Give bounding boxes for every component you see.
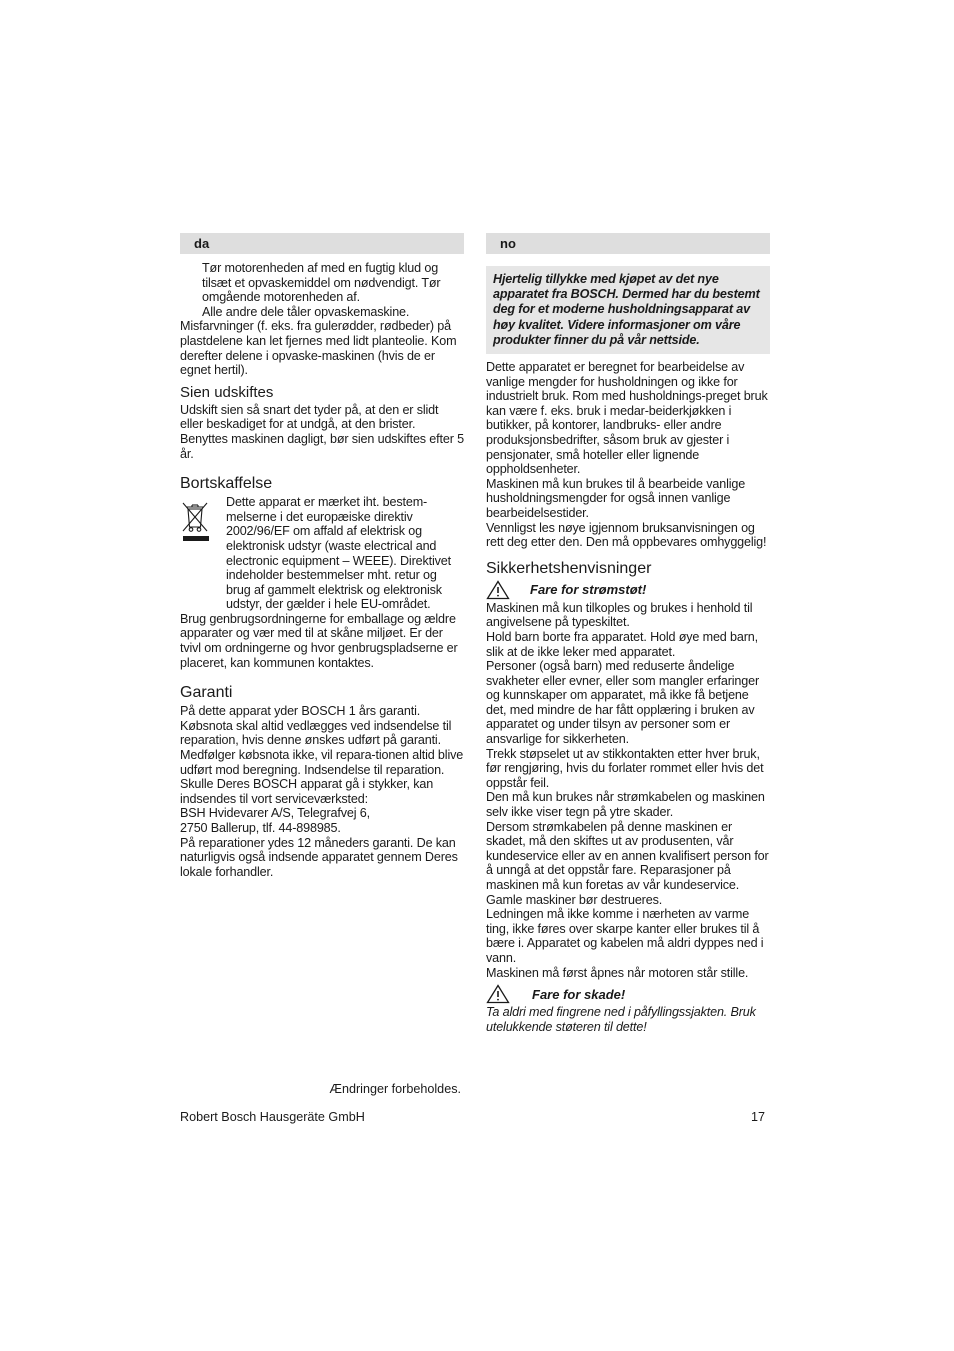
cleaning-text-2: Alle andre dele tåler opvaskemaskine. <box>202 304 410 319</box>
warning-electric-shock <box>486 580 770 600</box>
sieve-text: Udskift sien så snart det tyder på, at den er slidt eller beskadiget for at undgå, at den brister. Benyttes maskinen dagligt, bør sien udskiftes efter 5 år. <box>180 402 464 461</box>
discoloration-text: Misfarvninger (f. eks. fra gulerødder, rødbeder) på plastdelene kan let fjernes med lidt planteolie. Kom derefter delene i opvaske-maskinen (hvis de er egnet hertil). <box>180 319 457 378</box>
safety-item: Personer (også barn) med reduserte åndelige svakheter eller evner, eller som mangler erfaringer og kunnskaper om apparatet, må ikke få betjene det, med mindre de har fått opplæring i bruken av apparatet og under tilsyn av personer som er ansvarlige for sikkerheten. <box>486 659 760 747</box>
usage-text-3: Vennligst les nøye igjennom bruksanvisningen og rett deg etter den. Den må oppbevares omhyggelig! <box>486 520 767 550</box>
cleaning-text-1: Tør motorenheden af med en fugtig klud og tilsæt et opvaskemiddel om nødvendigt. Tør omgående motorenheden af. <box>202 261 441 305</box>
footer-company: Robert Bosch Hausgeräte GmbH <box>180 1110 365 1124</box>
changes-note: Ændringer forbeholdes. <box>329 1082 461 1096</box>
warning-title-electric-shock: Fare for strømstøt! <box>530 582 647 598</box>
weee-block <box>180 495 464 612</box>
recycling-text: Brug genbrugsordningerne for emballage og ældre apparater og vær med til at skåne miljøet. Er der tvivl om ordningerne og hvor genbrugspladserne er placeret, kan kommunen kontaktes. <box>180 611 458 670</box>
safety-item: Dersom strømkabelen på denne maskinen er skadet, må den skiftes ut av produsenten, vår kundeservice eller av en annen kvalifisert person for å unngå at det oppstår fare. Reparasjoner på maskinen må kun foretas av vår kundeservice. <box>486 819 769 893</box>
warning-triangle-icon <box>486 984 510 1004</box>
heading-warranty: Garanti <box>180 684 233 702</box>
column-danish <box>180 233 464 879</box>
safety-item: Ledningen må ikke komme i nærheten av varme ting, ikke føres over skarpe kanter eller brukes til å bære i. Apparatet og kabelen må aldri dyppes ned i vann. <box>486 907 764 965</box>
warranty-text-1: På dette apparat yder BOSCH 1 års garanti. Købsnota skal altid vedlægges ved indsendelse til reparation, hvis denne ønskes udført på garanti. Medfølger købsnota ikke, vil repara-tionen altid blive udført mod beregning. Indsendelse til reparation. <box>180 704 464 777</box>
intro-box <box>486 266 770 354</box>
weee-crossed-bin-icon <box>180 495 226 612</box>
safety-item: Den må kun brukes når strømkabelen og maskinen selv ikke viser tegn på ytre skader. <box>486 790 765 820</box>
safety-item: Maskinen må kun tilkoples og brukes i henhold til angivelsene på typeskiltet. <box>486 600 753 630</box>
safety-item: Gamle maskiner bør destrueres. <box>486 892 663 907</box>
warranty-address-1: BSH Hvidevarer A/S, Telegrafvej 6, <box>180 806 370 821</box>
safety-item: Trekk støpselet ut av stikkontakten etter hver bruk, før rengjøring, hvis du forlater rommet eller hvis det oppstår feil. <box>486 746 764 790</box>
warning-injury <box>486 984 770 1004</box>
heading-disposal: Bortskaffelse <box>180 475 273 493</box>
column-norwegian <box>486 233 770 1034</box>
page-number: 17 <box>750 1110 765 1124</box>
warning-injury-text: Ta aldri med fingrene ned i påfyllingssjakten. Bruk utelukkende støteren til dette! <box>486 1005 756 1034</box>
safety-item: Hold barn borte fra apparatet. Hold øye med barn, slik at de ikke leker med apparatet. <box>486 629 758 659</box>
language-label-no: no <box>486 233 770 254</box>
heading-safety: Sikkerhetshenvisninger <box>486 559 652 577</box>
intro-text: Hjertelig tillykke med kjøpet av det nye apparatet fra BOSCH. Dermed har du bestemt deg for et moderne husholdningsapparat av høy kvalitet. Videre informasjoner om våre produkter finner du på vår nettside. <box>493 272 760 347</box>
usage-text-1: Dette apparatet er beregnet for bearbeidelse av vanlige mengder for husholdningen og ikke for industrielt bruk. Rom med husholdnings-preget bruk kan være f. eks. bruk i medar-beiderkjøkken i butikker, på kontorer, landbruks- eller andre produksjonsbedrifter, såsom bruk av gjester i pensjonater, små hoteller eller lignende oppholdsenheter. <box>486 360 768 477</box>
warning-title-injury: Fare for skade! <box>532 986 626 1002</box>
weee-crossed-bin-icon-graphic <box>180 499 210 545</box>
warning-triangle-icon <box>486 580 510 600</box>
language-label-da: da <box>180 233 464 254</box>
safety-item: Maskinen må først åpnes når motoren står stille. <box>486 965 749 980</box>
usage-text-2: Maskinen må kun brukes til å bearbeide vanlige husholdningsmengder for også innen vanlige bearbeidelsestider. <box>486 476 746 520</box>
warranty-text-2: Skulle Deres BOSCH apparat gå i stykker, kan indsendes til vort serviceværksted: <box>180 777 434 806</box>
heading-sieve: Sien udskiftes <box>180 383 274 401</box>
warranty-text-3: På reparationer ydes 12 måneders garanti. De kan naturligvis også indsende apparatet gennem Deres lokale forhandler. <box>180 835 458 879</box>
weee-text: Dette apparat er mærket iht. bestem-melserne i det europæiske direktiv 2002/96/EF om affald af elektrisk og elektronisk udstyr (waste electrical and electronic equipment – WEEE). Direktivet indeholder bestemmelser mht. retur og brug af gammelt elektrisk og elektronisk udstyr, der gælder i hele EU-området. <box>226 495 451 612</box>
warranty-address-2: 2750 Ballerup, tlf. 44-898985. <box>180 821 341 835</box>
